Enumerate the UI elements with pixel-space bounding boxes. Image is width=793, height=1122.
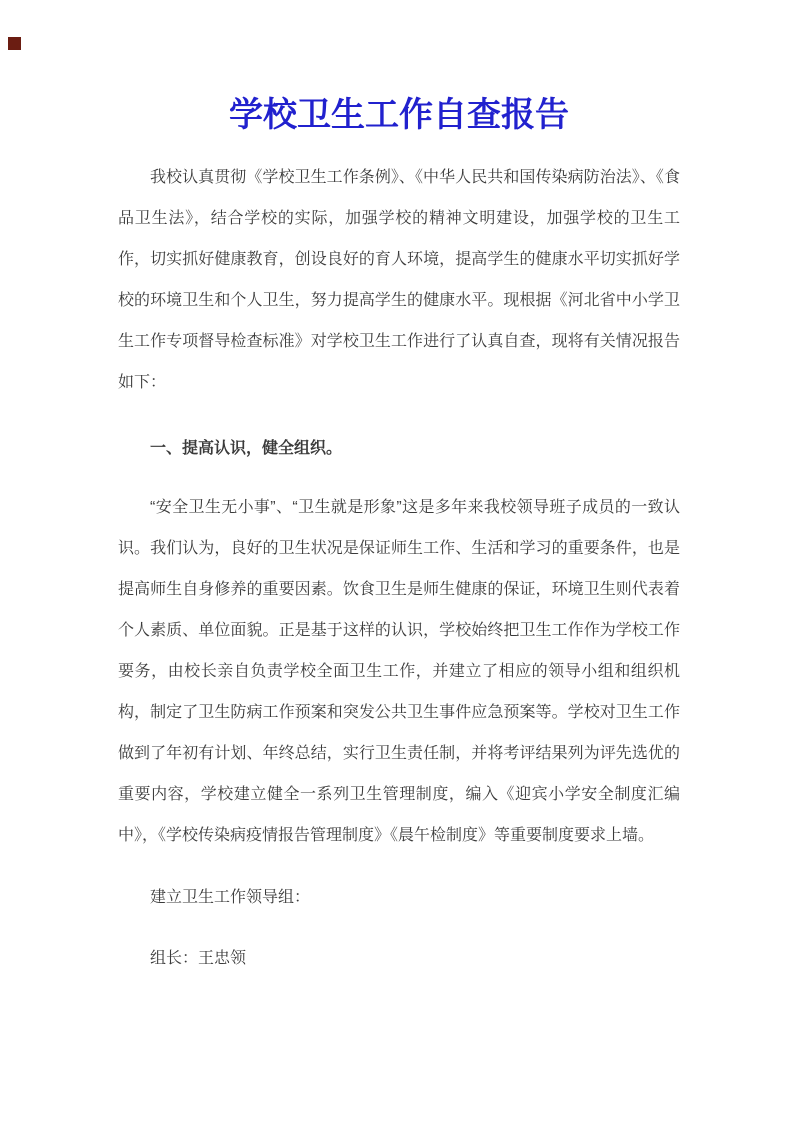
embedded-object-marker: [8, 37, 21, 50]
document-title: 学校卫生工作自查报告: [229, 96, 569, 134]
group-leader-line: 组长：王忠领: [150, 950, 247, 967]
leading-group-line: 建立卫生工作领导组：: [150, 889, 311, 906]
section-1-paragraph: “安全卫生无小事”、“卫生就是形象”这是多年来我校领导班子成员的一致认识。我们认为，良好的卫生状况是保证师生工作、生活和学习的重要条件，也是提高师生自身修养的重要因素。饮食卫生是师生健康的保证，环境卫生则代表着个人素质、单位面貌。正是基于这样的认识，学校始终把卫生工作作为学校工作要务，由校长亲自负责学校全面卫生工作，并建立了相应的领导小组和组织机构，制定了卫生防病工作预案和突发公共卫生事件应急预案等。学校对卫生工作做到了年初有计划、年终总结，实行卫生责任制，并将考评结果列为评先选优的重要内容，学校建立健全一系列卫生管理制度，编入《迎宾小学安全制度汇编中》，《学校传染病疫情报告管理制度》《晨午检制度》等重要制度要求上墙。: [118, 499, 680, 844]
intro-paragraph: 我校认真贯彻《学校卫生工作条例》、《中华人民共和国传染病防治法》、《食品卫生法》，结合学校的实际，加强学校的精神文明建设，加强学校的卫生工作，切实抓好健康教育，创设良好的育人环境，提高学生的健康水平切实抓好学校的环境卫生和个人卫生，努力提高学生的健康水平。现根据《河北省中小学卫生工作专项督导检查标准》对学校卫生工作进行了认真自查，现将有关情况报告如下：: [118, 169, 680, 391]
document-content: [118, 93, 680, 979]
section-1-heading: 一、提高认识，健全组织。: [150, 440, 343, 457]
